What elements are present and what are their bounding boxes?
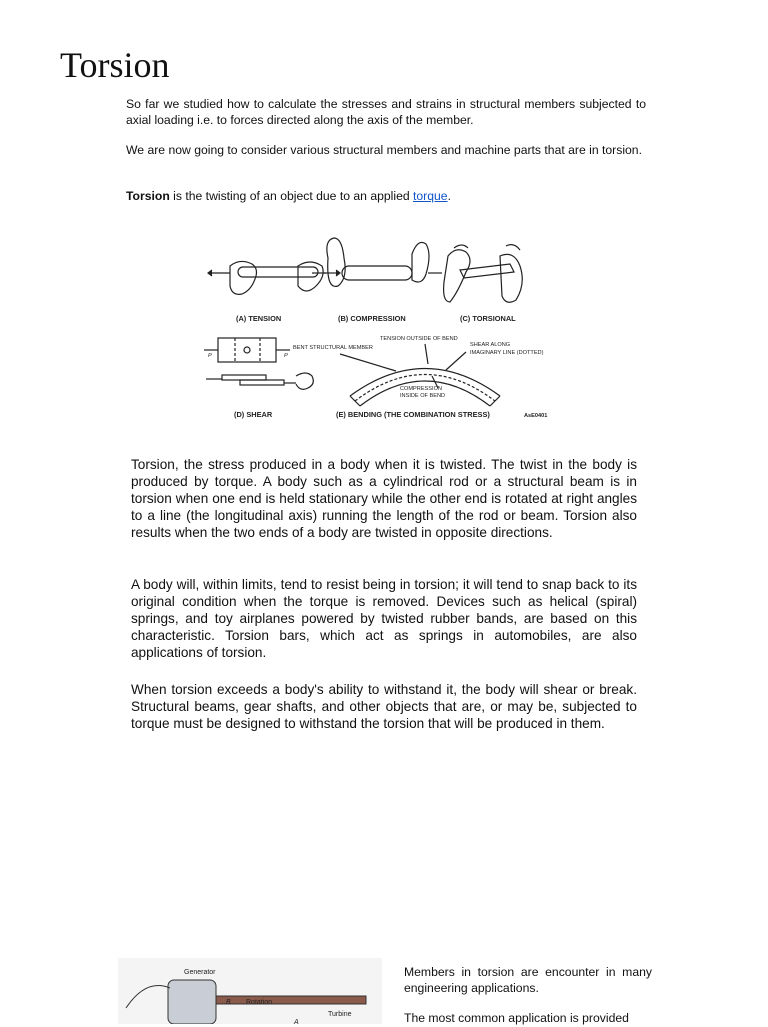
label-b: B [226,999,231,1006]
torque-link[interactable]: torque [413,189,448,203]
label-bent-member: BENT STRUCTURAL MEMBER [293,345,373,351]
label-tension-outside: TENSION OUTSIDE OF BEND [380,336,458,342]
torsion-term: Torsion [126,189,170,203]
label-compression: (B) COMPRESSION [338,314,406,323]
label-compression-2: INSIDE OF BEND [400,393,446,399]
definition-text: is the twisting of an object due to an applied [169,189,414,203]
label-compression-1: COMPRESSION [400,386,442,392]
stress-types-figure [200,236,565,426]
label-a: A [294,1019,299,1024]
label-p-right: P [284,353,288,359]
body-paragraph-2: A body will, within limits, tend to resist being in torsion; it will tend to snap back to its original condition when the torque is removed. Devices such as helical (spiral) springs, and toy airplanes powered by twisted rubber bands, are based on this characteristic. Torsion bars, which act as springs in automobiles, are also applications of torsion. [131,577,637,660]
label-shear-along-2: IMAGINARY LINE (DOTTED) [470,350,544,356]
label-shear: (D) SHEAR [234,410,273,419]
side-paragraph-1: Members in torsion are encounter in many engineering applications. [404,965,652,995]
body-paragraph-3: When torsion exceeds a body's ability to withstand it, the body will shear or break. Structural beams, gear shafts, and other objects that are, or may be, subjected to torque must be designed to withstand the torsion that will be produced in them. [131,682,637,731]
label-tension: (A) TENSION [236,314,282,323]
intro-paragraph-3 [126,189,646,205]
label-bending: (E) BENDING (THE COMBINATION STRESS) [336,410,490,419]
intro-paragraph-1: So far we studied how to calculate the stresses and strains in structural members subjected to axial loading i.e. to forces directed along the axis of the member. [126,97,646,127]
body-paragraph-1: Torsion, the stress produced in a body when it is twisted. The twist in the body is produced by torque. A body such as a cylindrical rod or a structural beam is in torsion when one end is held stationary while the other end is rotated at right angles to a line (the longitudinal axis) running the length of the rod or beam. Torsion also results when the two ends of a body are twisted in opposite directions. [131,457,637,540]
definition-end: . [447,189,451,203]
label-p-left: P [208,353,212,359]
label-turbine: Turbine [328,1011,352,1018]
generator-turbine-figure [118,958,382,1024]
label-rotation: Rotation [246,999,273,1006]
tension-illustration [208,261,340,294]
label-shear-along-1: SHEAR ALONG [470,342,511,348]
torsional-illustration [444,245,523,303]
intro-paragraph-2: We are now going to consider various structural members and machine parts that are in torsion. [126,143,642,157]
figure-code: AsE0401 [524,413,548,419]
label-torsional: (C) TORSIONAL [460,314,516,323]
compression-illustration [312,238,442,286]
label-generator: Generator [184,969,216,976]
side-paragraph-2: The most common application is provided [404,1011,629,1025]
page-title: Torsion [60,45,170,85]
